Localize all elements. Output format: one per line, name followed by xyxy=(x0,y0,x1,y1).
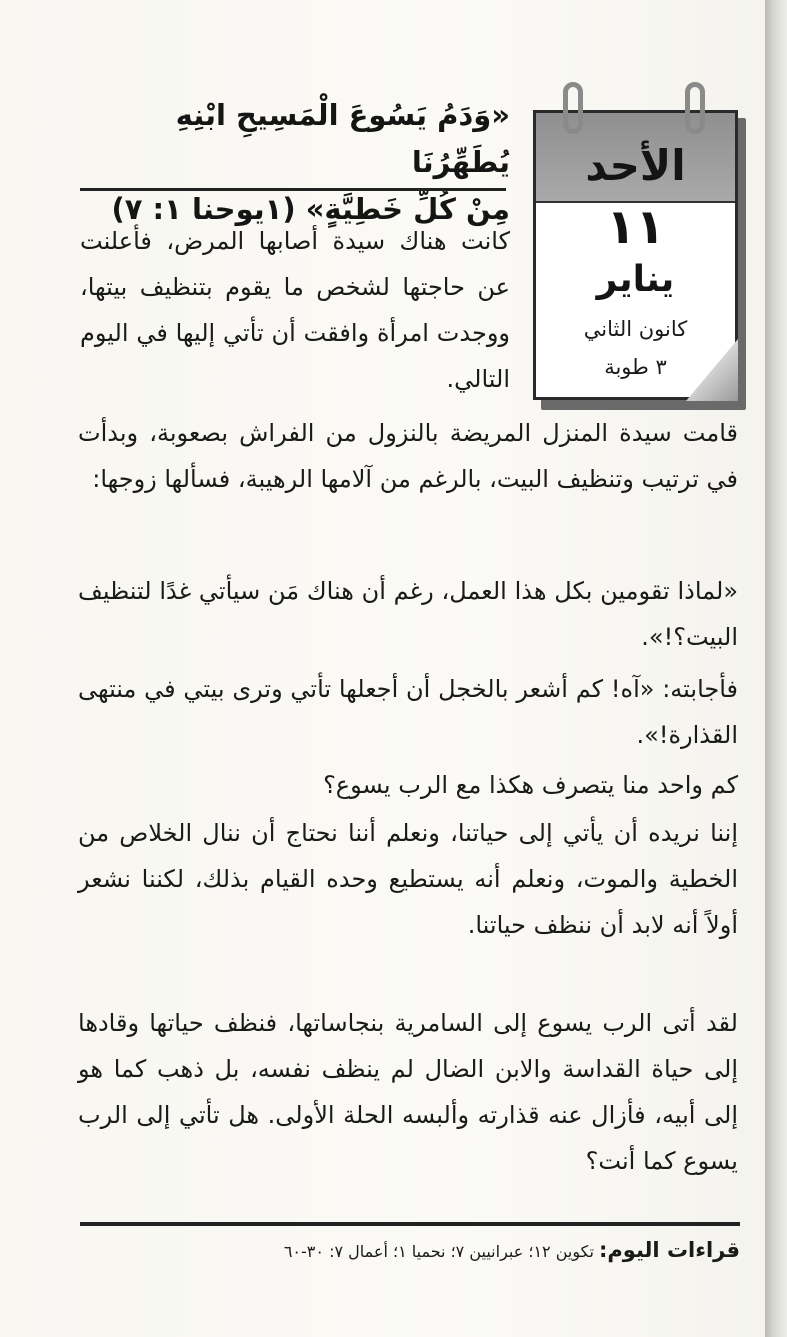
binder-ring-icon xyxy=(685,82,705,134)
calendar-month-alt: كانون الثاني xyxy=(583,317,688,341)
calendar-day-number: ١١ xyxy=(606,199,665,255)
paragraph-3: «لماذا تقومين بكل هذا العمل، رغم أن هناك مَن سيأتي غدًا لتنظيف البيت؟!». xyxy=(78,577,738,651)
paragraph-2: قامت سيدة المنزل المريضة بالنزول من الفراش بصعوبة، وبدأت في ترتيب وتنظيف البيت، بالرغم من آلامها الرهيبة، فسألها زوجها: xyxy=(78,419,738,493)
calendar-widget xyxy=(533,110,746,406)
readings-label: قراءات اليوم: xyxy=(599,1238,740,1262)
verse-quote xyxy=(80,92,510,233)
readings-text: تكوين ١٢؛ عبرانيين ٧؛ نحميا ١؛ أعمال ٧: ٣٠-٦٠ xyxy=(283,1242,594,1261)
paragraph-4: فأجابته: «آه! كم أشعر بالخجل أن أجعلها تأتي وترى بيتي في منتهى القذارة!». xyxy=(78,675,738,749)
calendar-coptic-date: ٣ طوبة xyxy=(604,355,667,379)
verse-line-1: «وَدَمُ يَسُوعَ الْمَسِيحِ ابْنِهِ يُطَهِّرُنَا xyxy=(175,98,510,179)
paragraph-1: كانت هناك سيدة أصابها المرض، فأعلنت عن حاجتها لشخص ما يقوم بتنظيف بيتها، ووجدت امرأة وافقت أن تأتي إليها في اليوم التالي. xyxy=(80,227,510,393)
calendar-month: يناير xyxy=(596,259,675,300)
calendar-sheet xyxy=(533,110,738,400)
footer-divider xyxy=(80,1222,740,1226)
verse-line-2: مِنْ كُلِّ خَطِيَّةٍ» (١يوحنا ١: ٧) xyxy=(111,192,510,226)
paragraph-6: إننا نريده أن يأتي إلى حياتنا، ونعلم أننا نحتاج أن ننال الخلاص من الخطية والموت، ونعلم أنه يستطيع وحده القيام بذلك، لكننا نشعر أولاً أنه لابد أن ننظف حياتنا. xyxy=(78,819,738,939)
daily-readings xyxy=(80,1238,740,1262)
paragraph-7: لقد أتى الرب يسوع إلى السامرية بنجاساتها، فنظف حياتها وقادها إلى حياة القداسة والابن الضال لم ينظف نفسه، بل ذهب كما هو إلى أبيه، فأزال عنه قذارته وألبسه الحلة الأولى. هل تأتي إلى الرب يسوع كما أنت؟ xyxy=(78,1009,738,1175)
page-edge xyxy=(765,0,787,1337)
calendar-day-name: الأحد xyxy=(585,141,686,190)
paragraph-5: كم واحد منا يتصرف هكذا مع الرب يسوع؟ xyxy=(323,771,738,799)
binder-ring-icon xyxy=(563,82,583,134)
verse-divider xyxy=(80,188,506,191)
